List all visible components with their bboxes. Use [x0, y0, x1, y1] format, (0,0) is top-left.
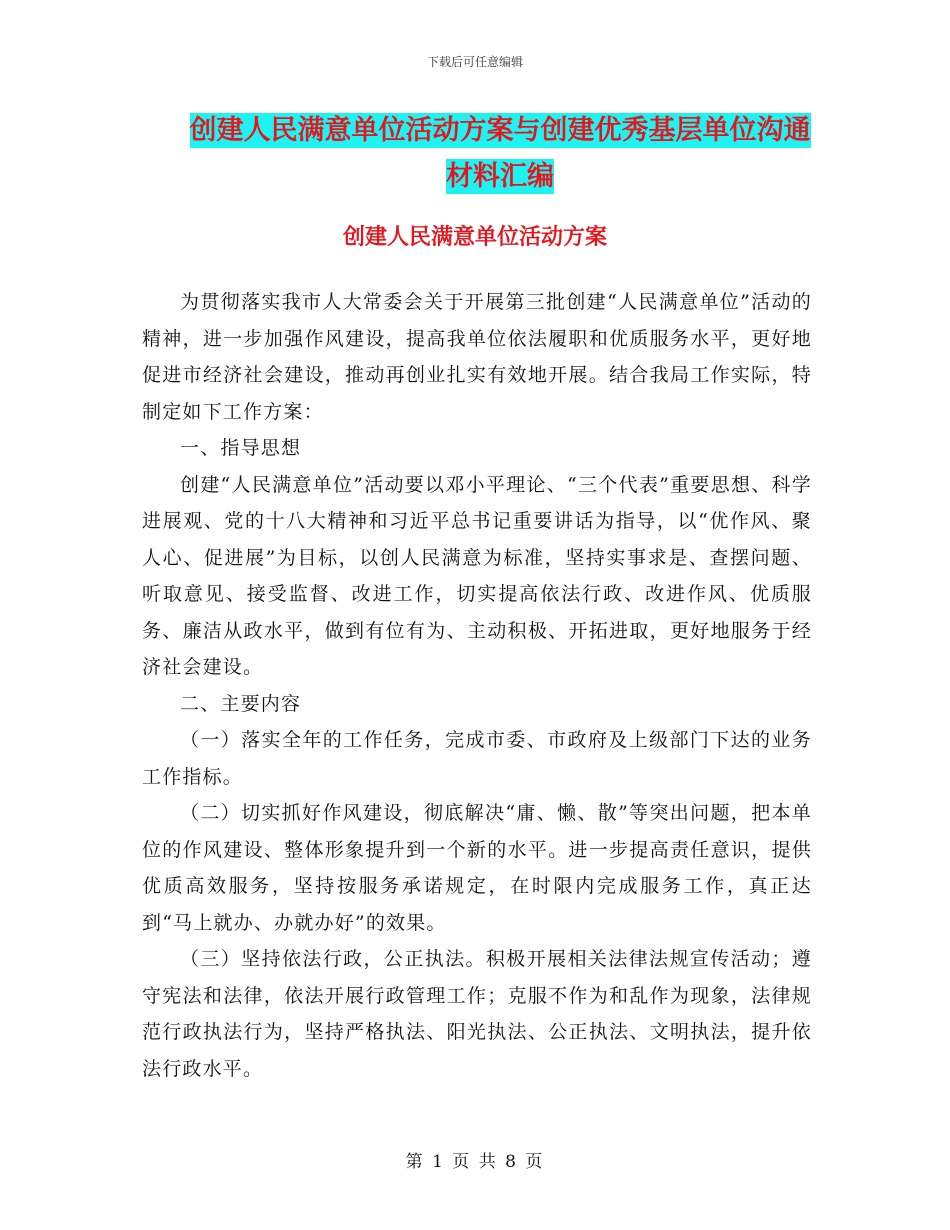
- document-title-line-1: 创建人民满意单位活动方案与创建优秀基层单位沟通: [189, 115, 811, 146]
- heading-guiding-thought: 一、指导思想: [180, 437, 302, 459]
- page-number: 第 1 页 共 8 页: [405, 1152, 545, 1172]
- section-title: 创建人民满意单位活动方案: [342, 225, 607, 250]
- document-title: [140, 108, 860, 200]
- document-body: [142, 284, 812, 1087]
- paragraph-item-3: （三）坚持依法行政，公正执法。积极开展相关法律法规宣传活动；遵守宪法和法律，依法开展行政管理工作；克服不作为和乱作为现象，法律规范行政执法行为，坚持严格执法、阳光执法、公正执法、文明执法，提升依法行政水平。: [142, 948, 812, 1080]
- paragraph-intro: 为贯彻落实我市人大常委会关于开展第三批创建“人民满意单位”活动的精神，进一步加强作风建设，提高我单位依法履职和优质服务水平，更好地促进市经济社会建设，推动再创业扎实有效地开展。结合我局工作实际，特制定如下工作方案：: [142, 291, 812, 423]
- paragraph-item-2: （二）切实抓好作风建设，彻底解决“庸、懒、散”等突出问题，把本单位的作风建设、整体形象提升到一个新的水平。进一步提高责任意识，提供优质高效服务，坚持按服务承诺规定，在时限内完成服务工作，真正达到“马上就办、办就办好”的效果。: [142, 802, 812, 934]
- paragraph-item-1: （一）落实全年的工作任务，完成市委、市政府及上级部门下达的业务工作指标。: [142, 729, 812, 788]
- paragraph-guiding-thought: 创建“人民满意单位”活动要以邓小平理论、“三个代表”重要思想、科学进展观、党的十八大精神和习近平总书记重要讲话为指导，以“优作风、聚人心、促进展”为目标，以创人民满意为标准，坚持实事求是、查摆问题、听取意见、接受监督、改进工作，切实提高依法行政、改进作风、优质服务、廉洁从政水平，做到有位有为、主动积极、开拓进取，更好地服务于经济社会建设。: [142, 473, 812, 678]
- heading-main-content: 二、主要内容: [180, 692, 302, 715]
- document-title-line-2: 材料汇编: [446, 161, 554, 192]
- header-note: 下载后可任意编辑: [426, 55, 523, 69]
